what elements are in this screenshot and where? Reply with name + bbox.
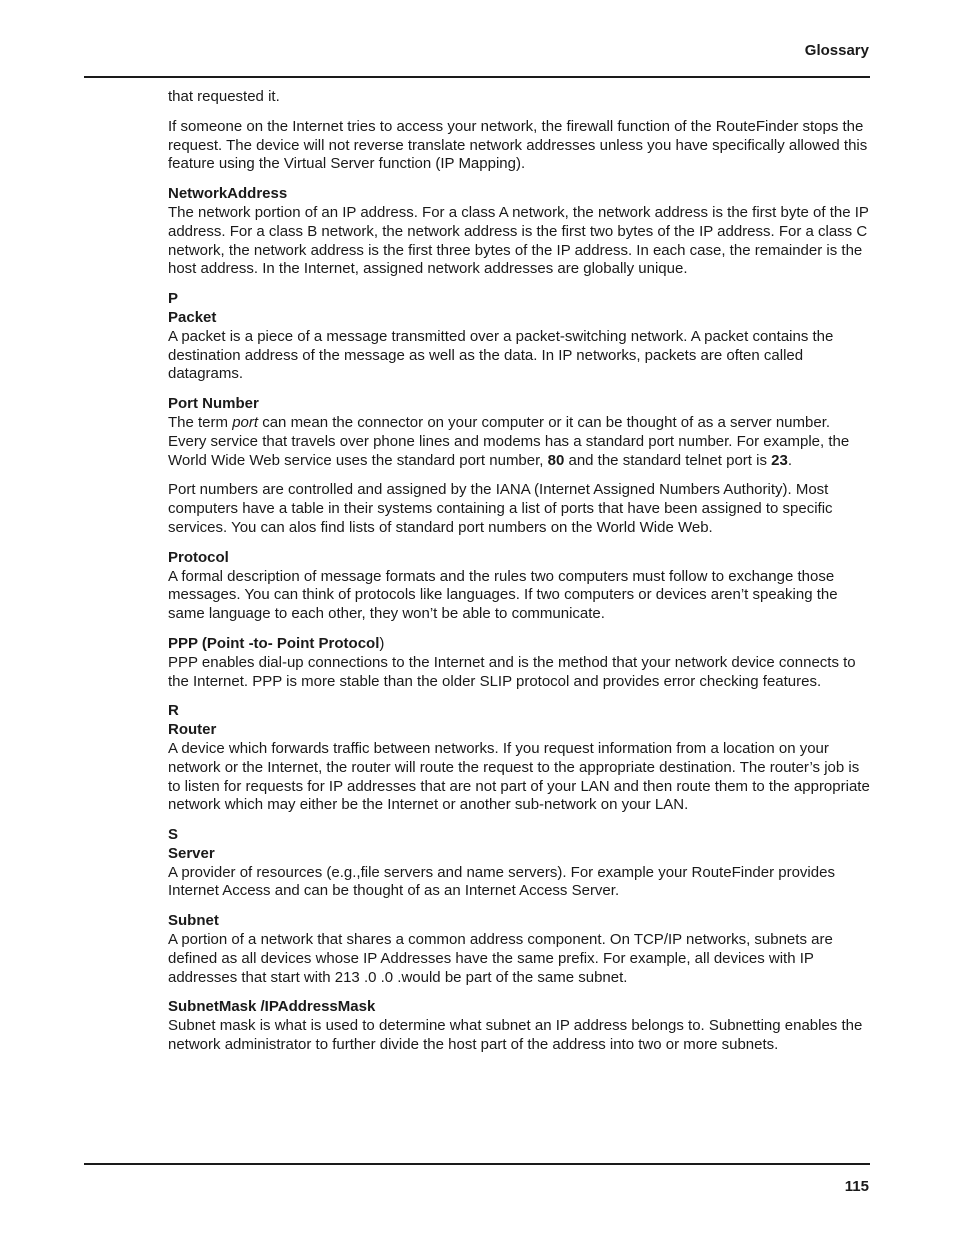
http-port-value: 80	[547, 451, 565, 469]
term-router: Router	[168, 721, 217, 739]
term-network-address: NetworkAddress	[168, 185, 288, 203]
entry-server	[168, 826, 872, 901]
definition-server: A provider of resources (e.g.,file servers and name servers). For example your RouteFinder provides Internet Access and can be thought of as an Internet Access Server.	[168, 863, 835, 900]
port-def-b: can mean the connector on your computer or it can be thought of as a server number. Every service that travels over phone lines and modems has a standard port number. For example, the World Wide Web service uses the standard port number,	[168, 413, 850, 469]
definition-ppp: PPP enables dial-up connections to the Internet and is the method that your network device connects to the Internet. PPP is more stable than the older SLIP protocol and provides error checking features.	[168, 653, 856, 690]
term-protocol: Protocol	[168, 548, 229, 566]
entry-protocol	[168, 549, 872, 624]
continuation-text: that requested it.	[168, 88, 280, 105]
definition-network-address: The network portion of an IP address. For a class A network, the network address is the first byte of the IP address. For a class B network, the network address is the first two bytes of the IP address. For a class C network, the network address is the first three bytes of the IP address. In each case, the remainder is the host address. In the Internet, assigned network addresses are globally unique.	[168, 203, 869, 278]
entry-subnet-mask	[168, 998, 872, 1054]
term-server: Server	[168, 844, 215, 862]
definition-router: A device which forwards traffic between networks. If you request information from a location on your network or the Internet, the router will route the request to the appropriate destination. The router’s job is to listen for requests for IP addresses that are not part of your LAN and then route them to the appropriate network which may either be the Internet or another sub-network on your LAN.	[168, 739, 870, 814]
port-def-a: The term	[168, 413, 233, 431]
entry-subnet	[168, 912, 872, 987]
section-letter-p: P	[168, 290, 179, 308]
entry-packet	[168, 290, 872, 384]
term-ppp	[168, 635, 872, 654]
definition-subnet: A portion of a network that shares a common address component. On TCP/IP networks, subnets are defined as all devices whose IP Addresses have the same prefix. For example, all devices with IP addresses that start with 213 .0 .0 .would be part of the same subnet.	[168, 931, 833, 986]
entry-ppp	[168, 635, 872, 691]
term-subnet: Subnet	[168, 912, 219, 930]
entry-port-number	[168, 395, 872, 470]
section-letter-s: S	[168, 826, 179, 844]
header-rule	[84, 76, 870, 78]
term-ppp-close: )	[379, 634, 385, 652]
definition-protocol: A formal description of message formats and the rules two computers must follow to exchange those messages. You can think of protocols like languages. If two computers or devices aren’t speaking the same language to each other, they won’t be able to communicate.	[168, 567, 838, 623]
term-ppp-bold: PPP (Point -to- Point Protocol	[168, 634, 380, 652]
page-number: 115	[844, 1178, 869, 1195]
term-port-number: Port Number	[168, 395, 259, 413]
telnet-port-value: 23	[771, 451, 788, 469]
term-subnet-mask: SubnetMask /IPAddressMask	[168, 998, 376, 1016]
section-letter-r: R	[168, 702, 179, 720]
definition-subnet-mask: Subnet mask is what is used to determine what subnet an IP address belongs to. Subnetting enables the network administrator to further divide the host part of the address into two or more subnets.	[168, 1017, 863, 1054]
port-def-italic: port	[232, 413, 259, 431]
port-number-paragraph-2: Port numbers are controlled and assigned by the IANA (Internet Assigned Numbers Authority). Most computers have a table in their systems containing a list of ports that have been assigned to specific services. You can alos find lists of standard port numbers on the World Wide Web.	[168, 481, 833, 536]
entry-router	[168, 702, 872, 815]
footer-rule	[84, 1163, 870, 1165]
port-def-d: .	[787, 451, 792, 469]
definition-packet: A packet is a piece of a message transmitted over a packet-switching network. A packet contains the destination address of the message as well as the data. In IP networks, packets are often called datagrams.	[168, 327, 834, 383]
header-title: Glossary	[804, 42, 869, 59]
port-def-c: and the standard telnet port is	[564, 451, 772, 469]
entry-network-address	[168, 185, 872, 279]
firewall-paragraph: If someone on the Internet tries to access your network, the firewall function of the RouteFinder stops the request. The device will not reverse translate network addresses unless you have specifically allowed this feature using the Virtual Server function (IP Mapping).	[168, 117, 868, 173]
term-packet: Packet	[168, 308, 217, 326]
glossary-content	[168, 88, 872, 1066]
